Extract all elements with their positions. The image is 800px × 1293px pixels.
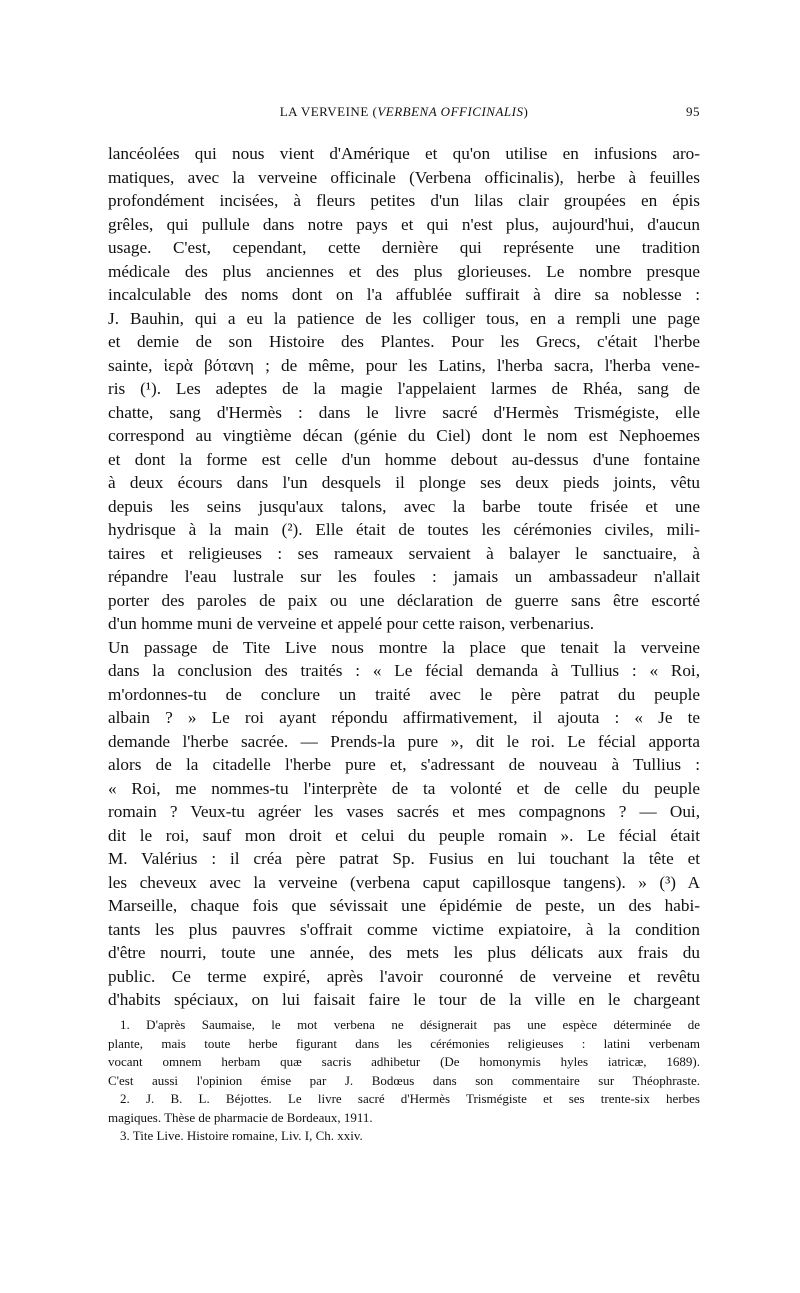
body-line: hydrisque à la main (²). Elle était de toutes les cérémonies civiles, mili- (108, 520, 700, 539)
body-line: dans la conclusion des traités : « Le fécial demanda à Tullius : « Roi, (108, 661, 700, 680)
body-line: lancéolées qui nous vient d'Amérique et qu'on utilise en infusions aro- (108, 144, 700, 163)
running-header (108, 104, 700, 128)
footnote-line: C'est aussi l'opinion émise par J. Bodœus dans son commentaire sur Théophraste. (108, 1072, 700, 1088)
body-line: répandre l'eau lustrale sur les foules : jamais un ambassadeur n'allait (108, 567, 700, 586)
body-line: d'un homme muni de verveine et appelé pour cette raison, verbenarius. (108, 614, 595, 633)
footnote-line: vocant omnem herbam quæ sacris adhibetur (De homonymis hyles iatricæ, 1689). (108, 1054, 700, 1069)
body-line: public. Ce terme expiré, après l'avoir couronné de verveine et revêtu (108, 966, 700, 986)
footnote-line: 3. Tite Live. Histoire romaine, Liv. I, Ch. xxiv. (120, 1128, 363, 1143)
body-line: tants les plus pauvres s'offrait comme victime expiatoire, à la condition (108, 919, 700, 939)
footnote-line: 1. D'après Saumaise, le mot verbena ne désignerait pas une espèce déterminée de (120, 1017, 700, 1032)
body-line: sainte, ἱερὰ βότανη ; de même, pour les Latins, l'herba sacra, l'herba vene- (108, 355, 700, 375)
body-line: m'ordonnes-tu de conclure un traité avec le père patrat du peuple (108, 684, 700, 704)
body-line: d'être nourri, toute une année, des mets les plus délicats aux frais du (108, 943, 700, 962)
body-line: Marseille, chaque fois que sévissait une épidémie de peste, un des habi- (108, 896, 700, 915)
running-title-italic: VERBENA OFFICINALIS (377, 104, 524, 119)
footnote-line: 2. J. B. L. Béjottes. Le livre sacré d'Hermès Trismégiste et ses trente-six herbes (120, 1091, 700, 1106)
body-line: « Roi, me nommes-tu l'interprète de ta volonté et de celle du peuple (108, 778, 700, 798)
footnotes (108, 1016, 700, 1146)
body-line: demande l'herbe sacrée. — Prends-la pure », dit le roi. Le fécial apporta (108, 731, 700, 751)
body-line: taires et religieuses : ses rameaux servaient à balayer le sanctuaire, à (108, 543, 700, 563)
footnote-line: magiques. Thèse de pharmacie de Bordeaux, 1911. (108, 1109, 373, 1125)
body-line: à deux écours dans l'un desquels il plonge ses deux pieds joints, vêtu (108, 473, 700, 492)
body-line: chatte, sang d'Hermès : dans le livre sacré d'Hermès Trismégiste, elle (108, 402, 700, 422)
body-line: dit le roi, sauf mon droit et celui du peuple romain ». Le fécial était (108, 825, 700, 845)
body-text (108, 142, 700, 1012)
body-line: matiques, avec la verveine officinale (Verbena officinalis), herbe à feuilles (108, 167, 700, 187)
body-line: romain ? Veux-tu agréer les vases sacrés et mes compagnons ? — Oui, (108, 802, 700, 821)
body-line: usage. C'est, cependant, cette dernière qui représente une tradition (108, 238, 700, 257)
body-line: depuis les seins jusqu'aux talons, avec la barbe toute frisée et une (108, 496, 700, 516)
body-line: alors de la citadelle l'herbe pure et, s'adressant de nouveau à Tullius : (108, 755, 700, 774)
body-line: M. Valérius : il créa père patrat Sp. Fusius en lui touchant la tête et (108, 849, 700, 868)
footnote-line: plante, mais toute herbe figurant dans les cérémonies religieuses : latini verbenam (108, 1035, 700, 1051)
body-line: les cheveux avec la verveine (verbena caput capillosque tangens). » (³) A (108, 872, 700, 892)
running-title-prefix: LA VERVEINE ( (279, 104, 378, 119)
body-line: médicale des plus anciennes et des plus glorieuses. Le nombre presque (108, 261, 700, 281)
body-line: albain ? » Le roi ayant répondu affirmativement, il ajouta : « Je te (108, 708, 700, 727)
page-number: 95 (686, 104, 700, 119)
body-line: J. Bauhin, qui a eu la patience de les colliger tous, en a rempli une page (108, 308, 700, 328)
body-line: d'habits spéciaux, on lui faisait faire le tour de la ville en le chargeant (108, 990, 700, 1009)
body-line: porter des paroles de paix ou une déclaration de guerre sans être escorté (108, 590, 700, 610)
body-line: profondément incisées, à fleurs petites d'un lilas clair groupées en épis (108, 191, 700, 210)
body-line: ris (¹). Les adeptes de la magie l'appelaient larmes de Rhéa, sang de (108, 379, 700, 398)
running-title (108, 104, 700, 120)
body-line: Un passage de Tite Live nous montre la place que tenait la verveine (108, 637, 700, 657)
body-line: grêles, qui pullule dans notre pays et qui n'est plus, aujourd'hui, d'aucun (108, 214, 700, 234)
body-line: et demie de son Histoire des Plantes. Pour les Grecs, c'était l'herbe (108, 332, 700, 351)
body-line: correspond au vingtième décan (génie du Ciel) dont le nom est Nephoemes (108, 426, 700, 445)
body-line: et dont la forme est celle d'un homme debout au-dessus d'une fontaine (108, 449, 700, 469)
running-title-suffix: ) (523, 104, 529, 119)
body-line: incalculable des noms dont on l'a affublée suffirait à dire sa noblesse : (108, 285, 700, 304)
